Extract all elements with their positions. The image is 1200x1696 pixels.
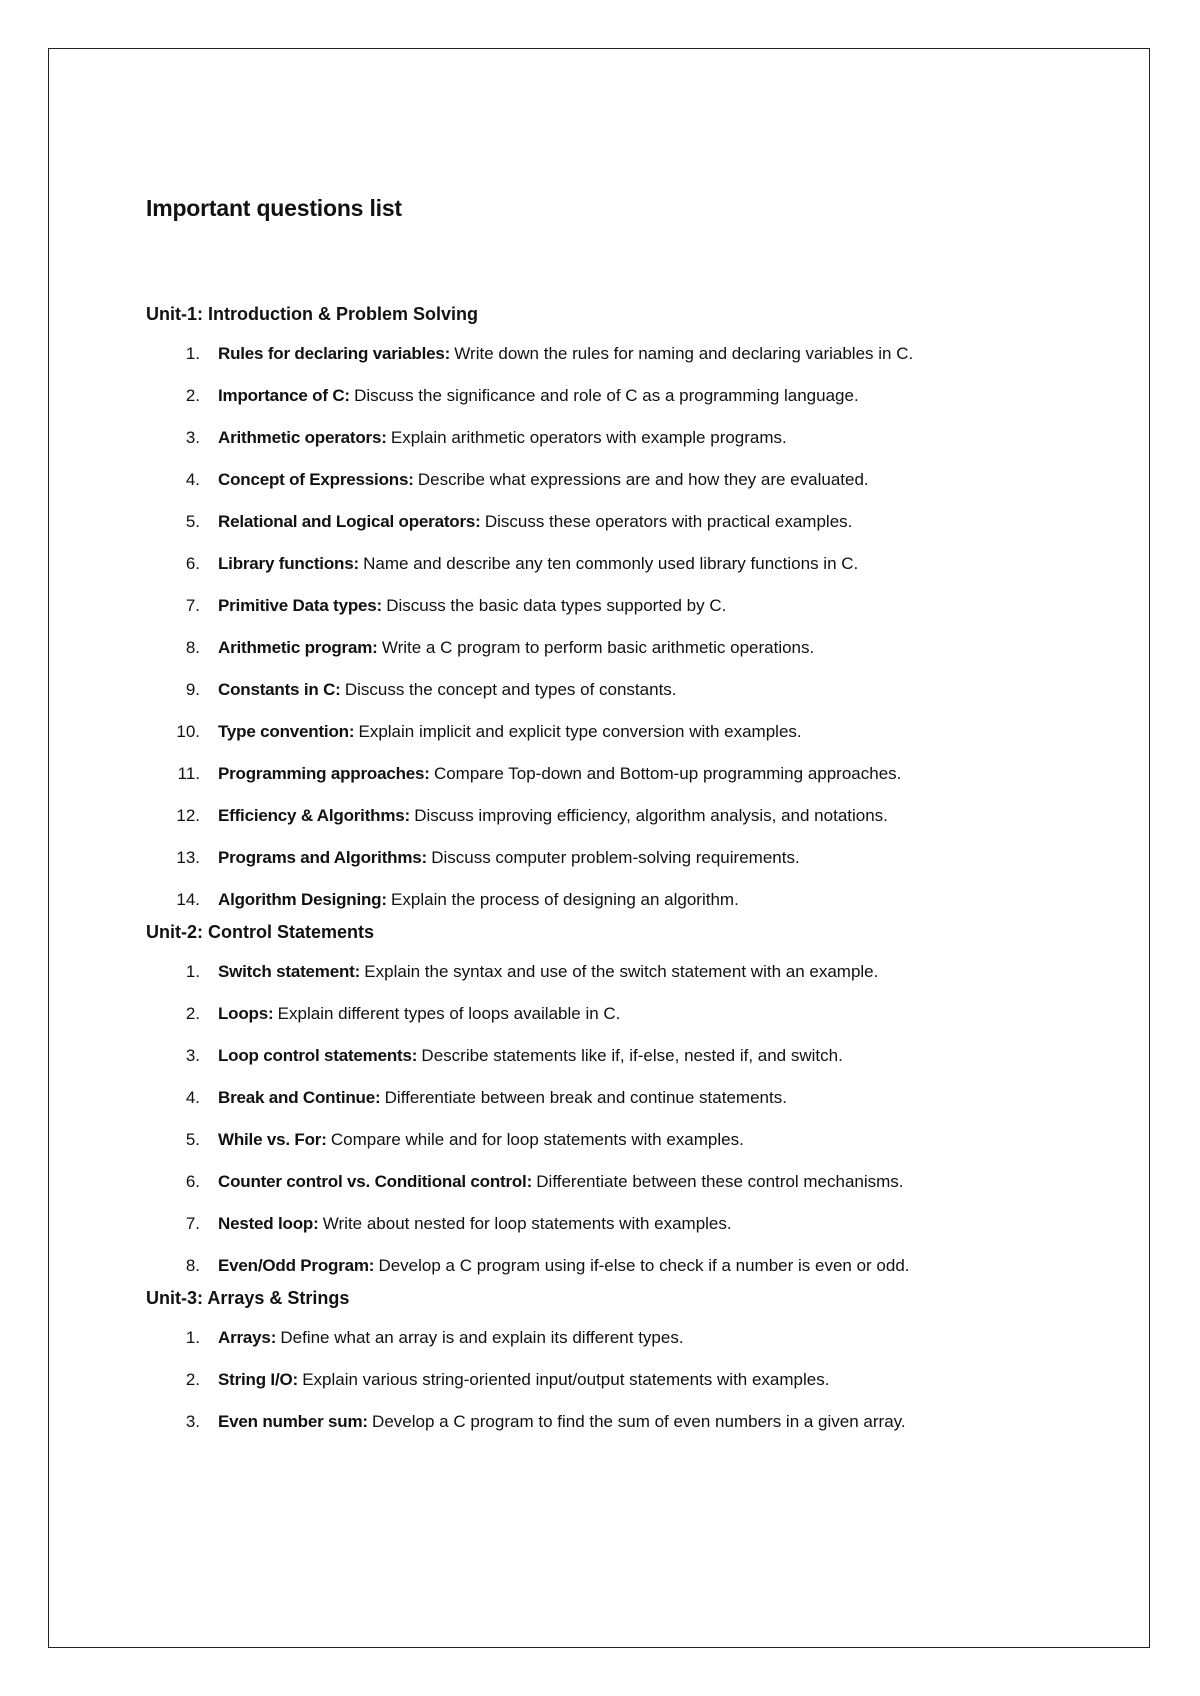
term-separator: : <box>344 386 351 405</box>
unit-heading <box>146 920 1106 944</box>
term-separator: : <box>335 680 341 699</box>
question-item <box>146 1128 1106 1152</box>
question-description: Explain various string-oriented input/output statements with examples. <box>302 1370 830 1389</box>
question-item <box>146 960 1106 984</box>
question-item <box>146 594 1106 618</box>
term-separator: : <box>475 512 481 531</box>
term-separator: : <box>313 1214 319 1233</box>
document-body <box>146 194 1106 1434</box>
question-description: Develop a C program to find the sum of even numbers in a given array. <box>372 1412 906 1431</box>
question-item <box>146 1044 1106 1068</box>
question-number: 1. <box>185 1328 200 1347</box>
question-number: 2. <box>185 386 200 405</box>
question-number: 12. <box>176 806 200 825</box>
question-description: Discuss computer problem-solving requirements. <box>431 848 800 867</box>
question-description: Describe statements like if, if-else, nested if, and switch. <box>421 1046 843 1065</box>
unit-title: Arrays & Strings <box>207 1288 350 1308</box>
term-separator: : <box>526 1172 533 1191</box>
question-description: Describe what expressions are and how they are evaluated. <box>417 470 869 489</box>
question-list <box>146 342 1106 912</box>
question-item <box>146 552 1106 576</box>
question-item <box>146 1326 1106 1350</box>
question-term: Arithmetic program <box>218 638 373 657</box>
term-separator: : <box>404 806 411 825</box>
question-description: Explain different types of loops available in C. <box>277 1004 621 1023</box>
term-separator: : <box>421 848 428 867</box>
unit-section <box>146 1286 1106 1434</box>
question-number: 14. <box>176 890 200 909</box>
question-term: Relational and Logical operators <box>218 512 476 531</box>
question-description: Define what an array is and explain its different types. <box>280 1328 684 1347</box>
question-description: Compare Top-down and Bottom-up programming approaches. <box>433 764 902 783</box>
term-separator: : <box>372 638 378 657</box>
term-separator: : <box>381 890 388 909</box>
unit-title: Introduction & Problem Solving <box>208 304 479 324</box>
term-separator: : <box>408 470 414 489</box>
term-separator: : <box>321 1130 327 1149</box>
term-separator: : <box>270 1328 277 1347</box>
question-number: 1. <box>185 344 200 363</box>
question-description: Discuss improving efficiency, algorithm analysis, and notations. <box>414 806 888 825</box>
question-description: Write about nested for loop statements with examples. <box>322 1214 732 1233</box>
question-item <box>146 1368 1106 1392</box>
term-separator: : <box>362 1412 369 1431</box>
question-term: Concept of Expressions <box>218 470 409 489</box>
question-item <box>146 1170 1106 1194</box>
question-description: Explain the syntax and use of the switch statement with an example. <box>364 962 879 981</box>
question-description: Differentiate between break and continue statements. <box>384 1088 787 1107</box>
question-item <box>146 1086 1106 1110</box>
question-description: Discuss the significance and role of C as a programming language. <box>354 386 859 405</box>
unit-label: Unit-3: <box>146 1288 203 1308</box>
question-item <box>146 510 1106 534</box>
question-item <box>146 804 1106 828</box>
question-term: Library functions <box>218 554 354 573</box>
unit-title: Control Statements <box>208 922 375 942</box>
term-separator: : <box>348 722 355 741</box>
question-term: While vs. For <box>218 1130 322 1149</box>
question-term: Efficiency & Algorithms <box>218 806 405 825</box>
question-term: Arrays <box>218 1328 271 1347</box>
question-number: 11. <box>177 764 200 783</box>
question-term: Importance of C <box>218 386 345 405</box>
question-item <box>146 762 1106 786</box>
question-item <box>146 1002 1106 1026</box>
question-term: Loops <box>218 1004 268 1023</box>
term-separator: : <box>374 1088 381 1107</box>
question-term: Loop control statements <box>218 1046 412 1065</box>
question-description: Write down the rules for naming and declaring variables in C. <box>454 344 914 363</box>
question-description: Explain arithmetic operators with example programs. <box>390 428 787 447</box>
term-separator: : <box>354 962 361 981</box>
question-number: 13. <box>176 848 200 867</box>
question-description: Explain the process of designing an algorithm. <box>391 890 739 909</box>
unit-heading <box>146 1286 1106 1310</box>
question-item <box>146 384 1106 408</box>
question-list <box>146 1326 1106 1434</box>
term-separator: : <box>368 1256 375 1275</box>
question-description: Name and describe any ten commonly used library functions in C. <box>363 554 859 573</box>
question-term: Even/Odd Program <box>218 1256 369 1275</box>
question-description: Compare while and for loop statements with examples. <box>330 1130 744 1149</box>
question-item <box>146 1212 1106 1236</box>
question-term: String I/O <box>218 1370 293 1389</box>
question-item <box>146 636 1106 660</box>
question-description: Discuss these operators with practical examples. <box>484 512 853 531</box>
page-title: Important questions list <box>146 195 402 221</box>
question-number: 8. <box>185 1256 200 1275</box>
question-description: Differentiate between these control mechanisms. <box>536 1172 904 1191</box>
question-number: 2. <box>185 1370 200 1389</box>
question-description: Explain implicit and explicit type conversion with examples. <box>358 722 802 741</box>
question-number: 10. <box>176 722 200 741</box>
question-item <box>146 426 1106 450</box>
question-number: 8. <box>185 638 200 657</box>
unit-label: Unit-1: <box>146 304 203 324</box>
term-separator: : <box>353 554 360 573</box>
question-number: 2. <box>185 1004 200 1023</box>
question-list <box>146 960 1106 1278</box>
question-number: 1. <box>185 962 200 981</box>
question-description: Develop a C program using if-else to check if a number is even or odd. <box>378 1256 910 1275</box>
question-item <box>146 1254 1106 1278</box>
question-item <box>146 1410 1106 1434</box>
unit-section <box>146 920 1106 1278</box>
question-term: Rules for declaring variables <box>218 344 445 363</box>
term-separator: : <box>444 344 451 363</box>
question-item <box>146 720 1106 744</box>
question-number: 3. <box>185 1412 200 1431</box>
unit-label: Unit-2: <box>146 922 203 942</box>
term-separator: : <box>381 428 387 447</box>
question-term: Nested loop <box>218 1214 314 1233</box>
question-term: Counter control vs. Conditional control <box>218 1172 527 1191</box>
question-term: Programs and Algorithms <box>218 848 422 867</box>
question-description: Discuss the concept and types of constants. <box>344 680 677 699</box>
question-item <box>146 342 1106 366</box>
question-number: 3. <box>185 1046 200 1065</box>
unit-heading <box>146 302 1106 326</box>
question-item <box>146 846 1106 870</box>
question-number: 5. <box>185 512 200 531</box>
question-number: 3. <box>185 428 200 447</box>
question-item <box>146 888 1106 912</box>
question-number: 6. <box>185 1172 200 1191</box>
question-description: Discuss the basic data types supported by C. <box>386 596 727 615</box>
question-term: Primitive Data types <box>218 596 377 615</box>
term-separator: : <box>376 596 383 615</box>
units-container <box>146 302 1106 1434</box>
question-number: 4. <box>185 470 200 489</box>
question-item <box>146 678 1106 702</box>
question-description: Write a C program to perform basic arithmetic operations. <box>381 638 815 657</box>
term-separator: : <box>292 1370 299 1389</box>
question-item <box>146 468 1106 492</box>
question-term: Even number sum <box>218 1412 363 1431</box>
question-number: 7. <box>185 1214 200 1233</box>
question-number: 4. <box>185 1088 200 1107</box>
question-number: 7. <box>185 596 200 615</box>
question-number: 6. <box>185 554 200 573</box>
question-term: Algorithm Designing <box>218 890 382 909</box>
question-term: Arithmetic operators <box>218 428 382 447</box>
question-number: 5. <box>185 1130 200 1149</box>
unit-section <box>146 302 1106 912</box>
term-separator: : <box>268 1004 274 1023</box>
question-term: Constants in C <box>218 680 336 699</box>
question-number: 9. <box>185 680 200 699</box>
term-separator: : <box>424 764 430 783</box>
question-term: Break and Continue <box>218 1088 375 1107</box>
question-term: Switch statement <box>218 962 355 981</box>
question-term: Type convention <box>218 722 349 741</box>
question-term: Programming approaches <box>218 764 425 783</box>
term-separator: : <box>411 1046 418 1065</box>
